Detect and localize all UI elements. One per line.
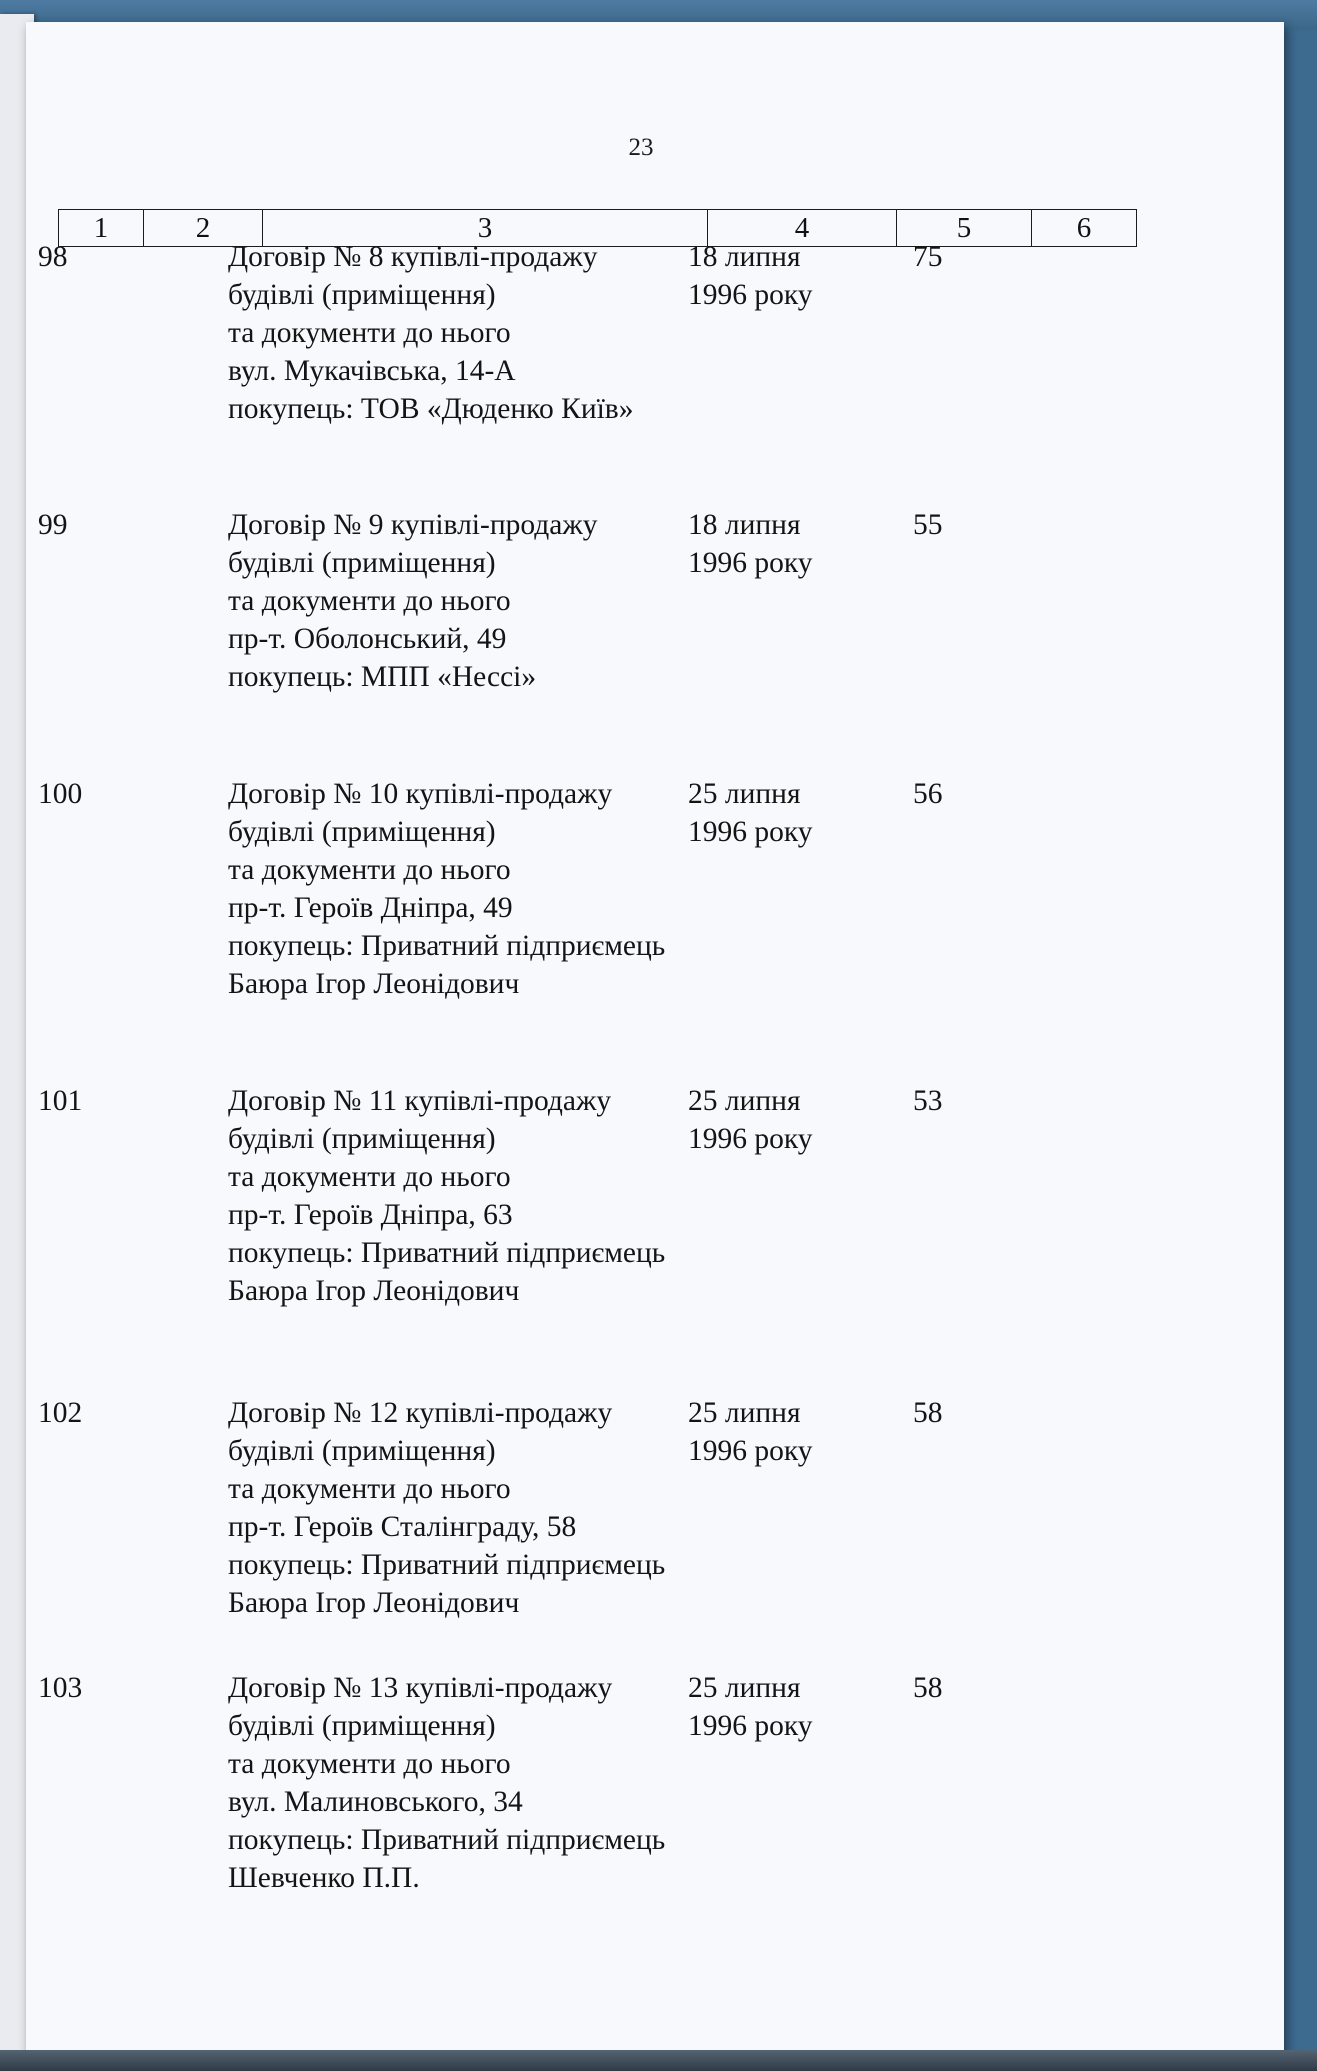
description-line: та документи до нього xyxy=(228,585,511,617)
column-header-2: 2 xyxy=(144,210,263,247)
description-line: покупець: ТОВ «Дюденко Київ» xyxy=(228,393,634,425)
description-line: Баюра Ігор Леонідович xyxy=(228,1587,520,1619)
entry-date xyxy=(688,1394,813,1470)
description-line: Шевченко П.П. xyxy=(228,1862,420,1894)
entry-date xyxy=(688,1082,813,1158)
description-line: Договір № 10 купівлі-продажу xyxy=(228,778,613,810)
entry-page-count: 56 xyxy=(913,778,943,810)
entry-page-count: 58 xyxy=(913,1397,943,1429)
description-line: Договір № 8 купівлі-продажу xyxy=(228,241,598,273)
description-line: будівлі (приміщення) xyxy=(228,279,496,311)
date-line: 1996 року xyxy=(688,816,813,848)
date-line: 1996 року xyxy=(688,1435,813,1467)
entry-number: 102 xyxy=(38,1397,83,1429)
description-line: будівлі (приміщення) xyxy=(228,816,496,848)
entry-number: 99 xyxy=(38,509,68,541)
description-line: будівлі (приміщення) xyxy=(228,1435,496,1467)
column-header-4: 4 xyxy=(708,210,897,247)
description-line: покупець: Приватний підприємець xyxy=(228,1549,666,1581)
entry-page-count: 55 xyxy=(913,509,943,541)
date-line: 1996 року xyxy=(688,279,813,311)
entry-description xyxy=(228,1394,665,1622)
entry-date xyxy=(688,238,813,314)
date-line: 25 липня xyxy=(688,1085,801,1117)
column-header-6: 6 xyxy=(1032,210,1137,247)
date-line: 1996 року xyxy=(688,547,813,579)
entry-date xyxy=(688,775,813,851)
description-line: покупець: Приватний підприємець xyxy=(228,930,666,962)
description-line: будівлі (приміщення) xyxy=(228,547,496,579)
description-line: вул. Мукачівська, 14-А xyxy=(228,355,516,387)
description-line: та документи до нього xyxy=(228,317,511,349)
description-line: Договір № 9 купівлі-продажу xyxy=(228,509,598,541)
description-line: Баюра Ігор Леонідович xyxy=(228,1275,520,1307)
description-line: та документи до нього xyxy=(228,1473,511,1505)
description-line: та документи до нього xyxy=(228,854,511,886)
description-line: Договір № 12 купівлі-продажу xyxy=(228,1397,613,1429)
entry-number: 103 xyxy=(38,1672,83,1704)
description-line: покупець: Приватний підприємець xyxy=(228,1824,666,1856)
column-header-5: 5 xyxy=(897,210,1032,247)
description-line: покупець: Приватний підприємець xyxy=(228,1237,666,1269)
entry-description xyxy=(228,1669,665,1897)
page-number: 23 xyxy=(628,134,654,161)
entry-number: 98 xyxy=(38,241,68,273)
description-line: вул. Малиновського, 34 xyxy=(228,1786,523,1818)
entry-description xyxy=(228,238,633,428)
column-header-3: 3 xyxy=(263,210,708,247)
entry-date xyxy=(688,506,813,582)
description-line: Баюра Ігор Леонідович xyxy=(228,968,520,1000)
entry-date xyxy=(688,1669,813,1745)
description-line: пр-т. Героїв Дніпра, 49 xyxy=(228,892,513,924)
date-line: 18 липня xyxy=(688,241,801,273)
date-line: 1996 року xyxy=(688,1123,813,1155)
description-line: та документи до нього xyxy=(228,1748,511,1780)
description-line: пр-т. Оболонський, 49 xyxy=(228,623,507,655)
entry-page-count: 58 xyxy=(913,1672,943,1704)
entry-description xyxy=(228,1082,665,1310)
date-line: 1996 року xyxy=(688,1710,813,1742)
scanner-bottom-edge xyxy=(0,2050,1317,2071)
entry-description xyxy=(228,506,598,696)
entry-page-count: 53 xyxy=(913,1085,943,1117)
entry-number: 101 xyxy=(38,1085,83,1117)
description-line: будівлі (приміщення) xyxy=(228,1123,496,1155)
column-header-1: 1 xyxy=(59,210,144,247)
entry-description xyxy=(228,775,665,1003)
date-line: 25 липня xyxy=(688,778,801,810)
description-line: Договір № 13 купівлі-продажу xyxy=(228,1672,613,1704)
entry-page-count: 75 xyxy=(913,241,943,273)
description-line: будівлі (приміщення) xyxy=(228,1710,496,1742)
description-line: покупець: МПП «Нессі» xyxy=(228,661,537,693)
document-page xyxy=(26,22,1284,2055)
date-line: 25 липня xyxy=(688,1672,801,1704)
description-line: пр-т. Героїв Дніпра, 63 xyxy=(228,1199,513,1231)
date-line: 25 липня xyxy=(688,1397,801,1429)
description-line: пр-т. Героїв Сталінграду, 58 xyxy=(228,1511,577,1543)
description-line: Договір № 11 купівлі-продажу xyxy=(228,1085,612,1117)
description-line: та документи до нього xyxy=(228,1161,511,1193)
date-line: 18 липня xyxy=(688,509,801,541)
entry-number: 100 xyxy=(38,778,83,810)
